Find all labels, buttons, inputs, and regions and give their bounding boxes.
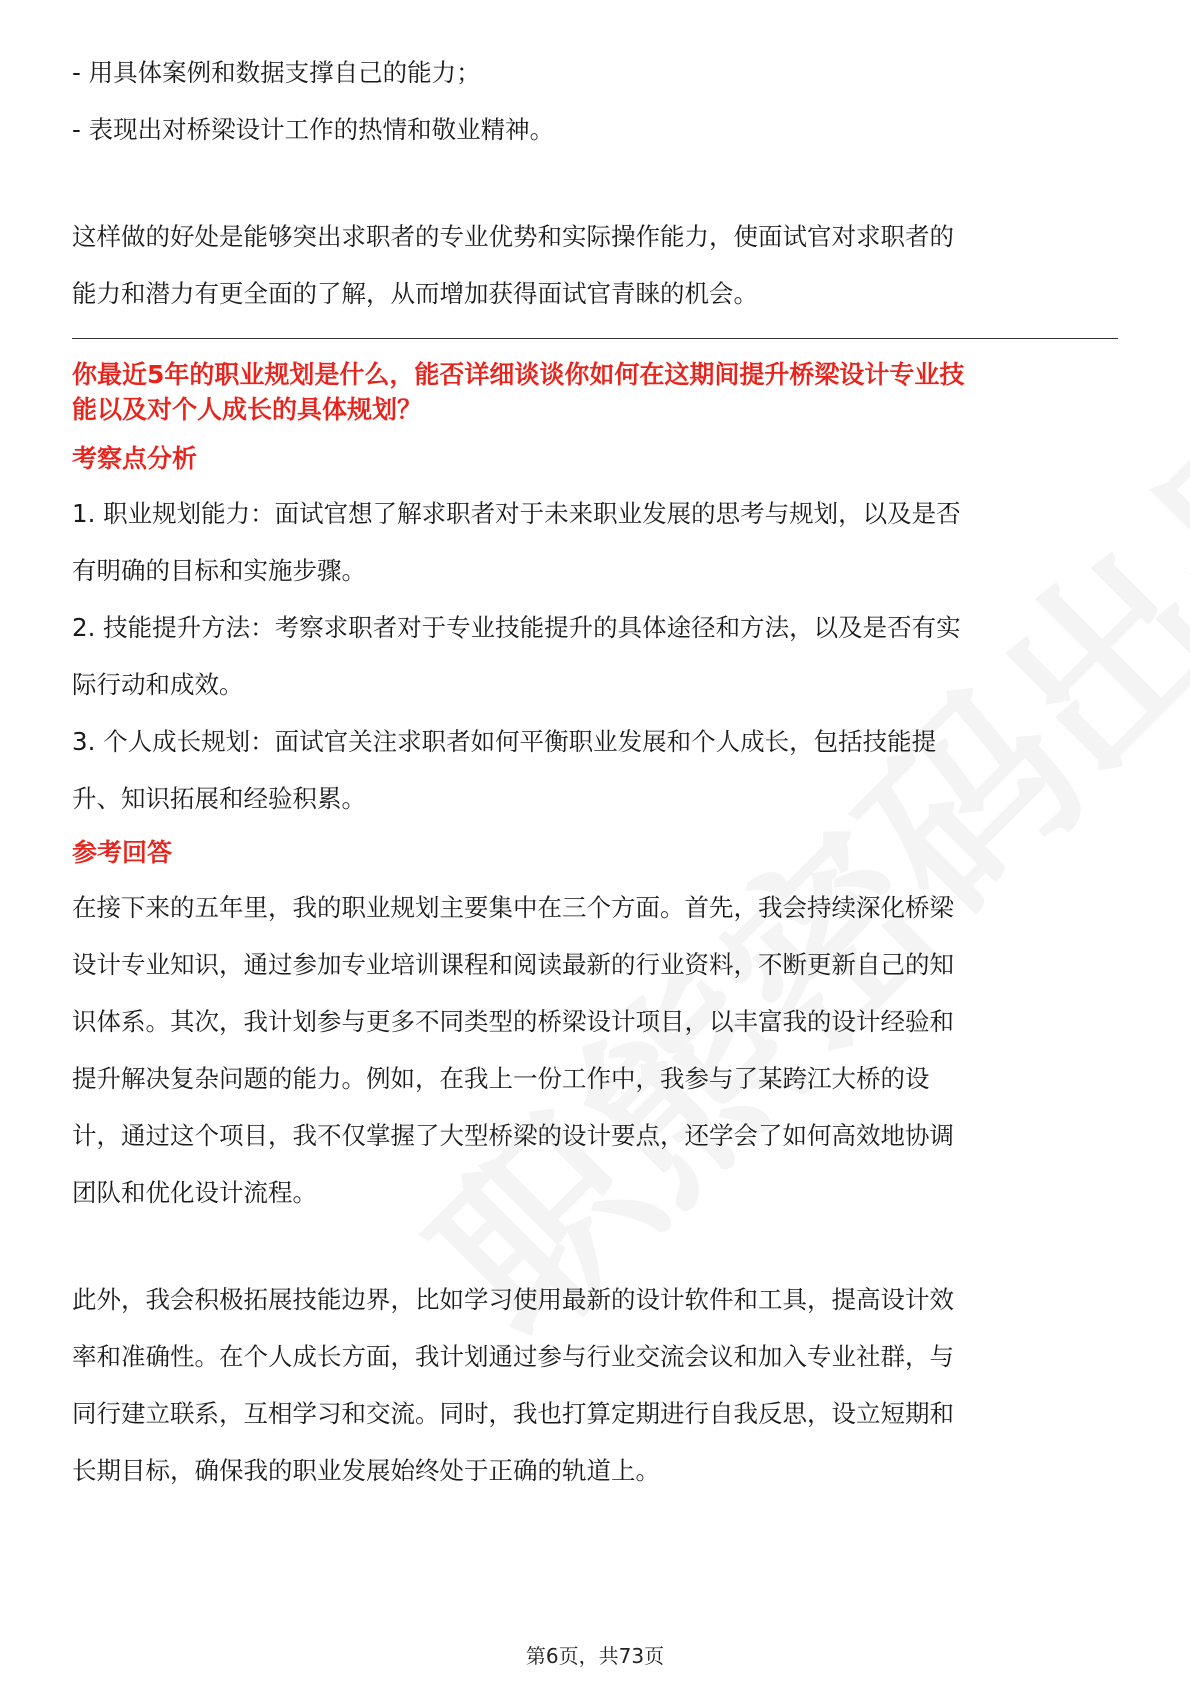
- section-divider: [72, 338, 1118, 339]
- answer-line: 率和准确性。在个人成长方面，我计划通过参与行业交流会议和加入专业社群，与: [72, 1342, 954, 1371]
- answer-line: 计，通过这个项目，我不仅掌握了大型桥梁的设计要点，还学会了如何高效地协调: [72, 1121, 954, 1150]
- paragraph-gap: [72, 1221, 1118, 1271]
- question-line: 能以及对个人成长的具体规划？: [72, 395, 423, 424]
- analysis-line: 际行动和成效。: [72, 670, 244, 699]
- list-item: - 用具体案例和数据支撑自己的能力；: [72, 58, 481, 87]
- summary-paragraph: [72, 208, 1118, 322]
- answer-heading: 参考回答: [72, 838, 173, 867]
- answer-line: 此外，我会积极拓展技能边界，比如学习使用最新的设计软件和工具，提高设计效: [72, 1285, 954, 1314]
- analysis-line: 2. 技能提升方法：考察求职者对于专业技能提升的具体途径和方法，以及是否有实: [72, 613, 961, 642]
- paragraph-gap: [72, 158, 1118, 208]
- analysis-line: 3. 个人成长规划：面试官关注求职者如何平衡职业发展和个人成长，包括技能提: [72, 727, 937, 756]
- list-item: - 表现出对桥梁设计工作的热情和敬业精神。: [72, 115, 555, 144]
- interview-question: [72, 357, 1118, 427]
- analysis-line: 升、知识拓展和经验积累。: [72, 784, 366, 813]
- analysis-line: 1. 职业规划能力：面试官想了解求职者对于未来职业发展的思考与规划，以及是否: [72, 499, 961, 528]
- question-line: 你最近5年的职业规划是什么，能否详细谈谈你如何在这期间提升桥梁设计专业技: [72, 360, 965, 389]
- answer-line: 长期目标，确保我的职业发展始终处于正确的轨道上。: [72, 1456, 660, 1485]
- analysis-line: 有明确的目标和实施步骤。: [72, 556, 366, 585]
- intro-bullet-list: [72, 44, 1118, 158]
- answer-line: 同行建立联系，互相学习和交流。同时，我也打算定期进行自我反思，设立短期和: [72, 1399, 954, 1428]
- document-page: [72, 44, 1118, 1499]
- analysis-list: [72, 485, 1118, 827]
- answer-line: 在接下来的五年里，我的职业规划主要集中在三个方面。首先，我会持续深化桥梁: [72, 893, 954, 922]
- answer-line: 设计专业知识，通过参加专业培训课程和阅读最新的行业资料，不断更新自己的知: [72, 950, 954, 979]
- answer-paragraph-2: [72, 1271, 1118, 1499]
- answer-line: 团队和优化设计流程。: [72, 1178, 317, 1207]
- answer-line: 识体系。其次，我计划参与更多不同类型的桥梁设计项目，以丰富我的设计经验和: [72, 1007, 954, 1036]
- answer-line: 提升解决复杂问题的能力。例如，在我上一份工作中，我参与了某跨江大桥的设: [72, 1064, 930, 1093]
- page-number: 第6页，共73页: [525, 1644, 665, 1668]
- analysis-heading: 考察点分析: [72, 444, 198, 473]
- answer-paragraph-1: [72, 879, 1118, 1221]
- summary-line: 能力和潜力有更全面的了解，从而增加获得面试官青睐的机会。: [72, 279, 758, 308]
- summary-line: 这样做的好处是能够突出求职者的专业优势和实际操作能力，使面试官对求职者的: [72, 222, 954, 251]
